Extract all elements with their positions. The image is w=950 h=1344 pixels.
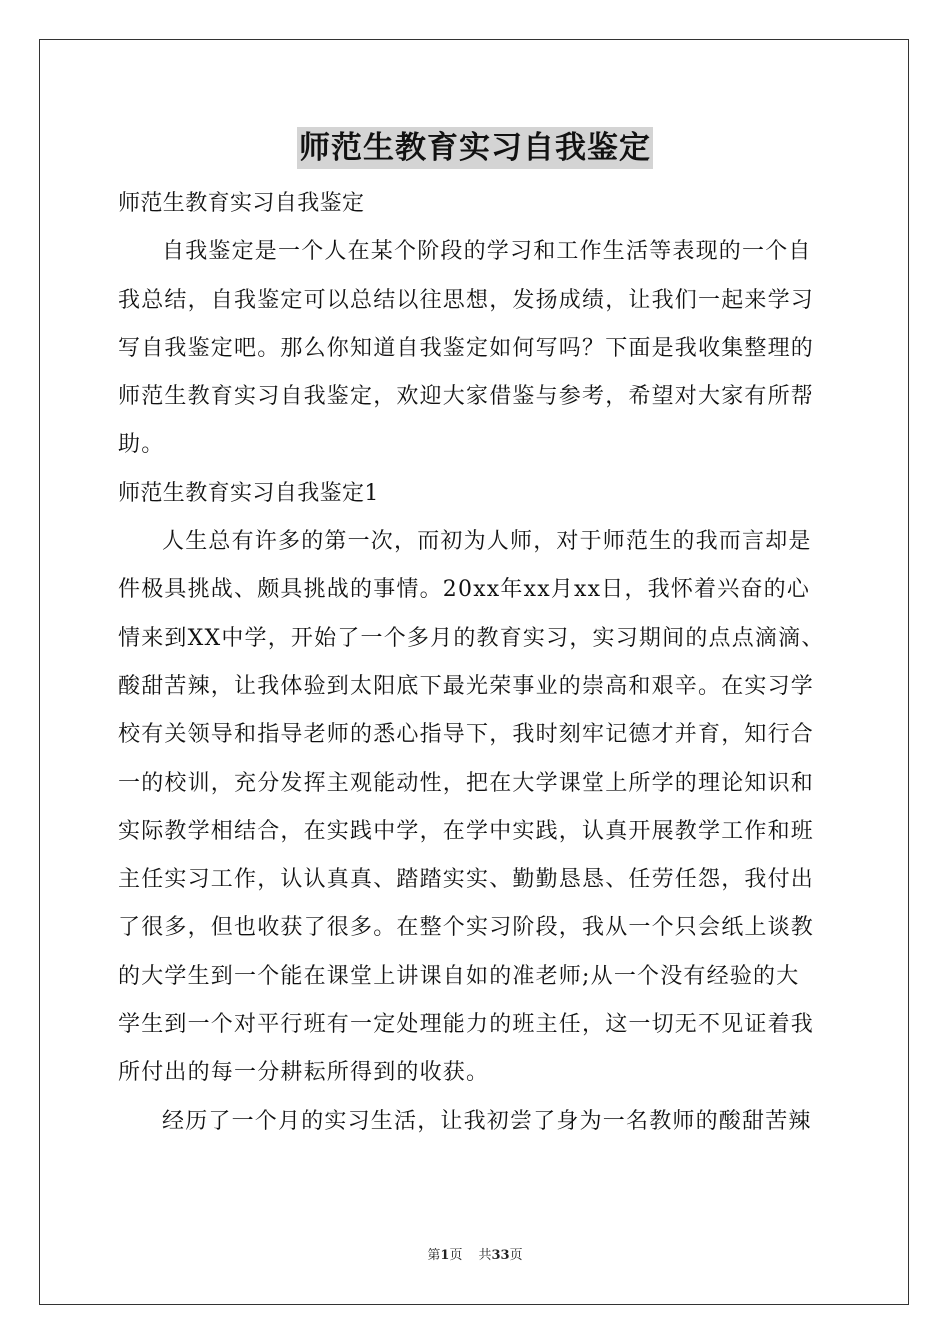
total-prefix: 共	[478, 1248, 492, 1263]
document-subtitle: 师范生教育实习自我鉴定	[118, 191, 365, 216]
page-number: 1	[440, 1248, 450, 1263]
document-body	[118, 180, 838, 1146]
section-line: 一的校训，充分发挥主观能动性，把在大学课堂上所学的理论知识和	[118, 770, 815, 796]
total-unit: 页	[509, 1248, 523, 1263]
section-line: 校有关领导和指导老师的悉心指导下，我时刻牢记德才并育，知行合	[118, 722, 815, 748]
paragraph-line: 经历了一个月的实习生活，让我初尝了身为一名教师的酸甜苦辣	[162, 1108, 812, 1134]
page-unit: 页	[449, 1248, 463, 1263]
document-title: 师范生教育实习自我鉴定	[297, 127, 653, 169]
section-line: 主任实习工作，认认真真、踏踏实实、勤勤恳恳、任劳任怨，我付出	[118, 867, 815, 893]
page-total: 33	[491, 1248, 510, 1263]
intro-line: 写自我鉴定吧。那么你知道自我鉴定如何写吗？下面是我收集整理的	[118, 335, 815, 361]
intro-line: 师范生教育实习自我鉴定，欢迎大家借鉴与参考，希望对大家有所帮	[118, 384, 815, 410]
intro-line: 自我鉴定是一个人在某个阶段的学习和工作生活等表现的一个自	[162, 239, 812, 265]
section-line: 人生总有许多的第一次，而初为人师，对于师范生的我而言却是	[162, 529, 812, 555]
section-line: 的大学生到一个能在课堂上讲课自如的准老师;从一个没有经验的大	[118, 963, 800, 989]
title-container	[0, 127, 950, 169]
section-line: 所付出的每一分耕耘所得到的收获。	[118, 1060, 490, 1086]
section-line: 酸甜苦辣，让我体验到太阳底下最光荣事业的崇高和艰辛。在实习学	[118, 673, 815, 699]
section-line: 学生到一个对平行班有一定处理能力的班主任，这一切无不见证着我	[118, 1012, 815, 1038]
section-line: 实际教学相结合，在实践中学，在学中实践，认真开展教学工作和班	[118, 818, 815, 844]
intro-line: 助。	[118, 432, 165, 458]
page-prefix: 第	[427, 1248, 441, 1263]
section-heading: 师范生教育实习自我鉴定1	[118, 480, 379, 506]
intro-line: 我总结，自我鉴定可以总结以往思想，发扬成绩，让我们一起来学习	[118, 287, 815, 313]
section-line: 情来到XX中学，开始了一个多月的教育实习，实习期间的点点滴滴、	[118, 625, 825, 651]
page-footer	[0, 1247, 950, 1265]
section-line: 了很多，但也收获了很多。在整个实习阶段，我从一个只会纸上谈教	[118, 915, 815, 941]
section-line: 件极具挑战、颇具挑战的事情。20xx年xx月xx日，我怀着兴奋的心	[118, 577, 811, 603]
